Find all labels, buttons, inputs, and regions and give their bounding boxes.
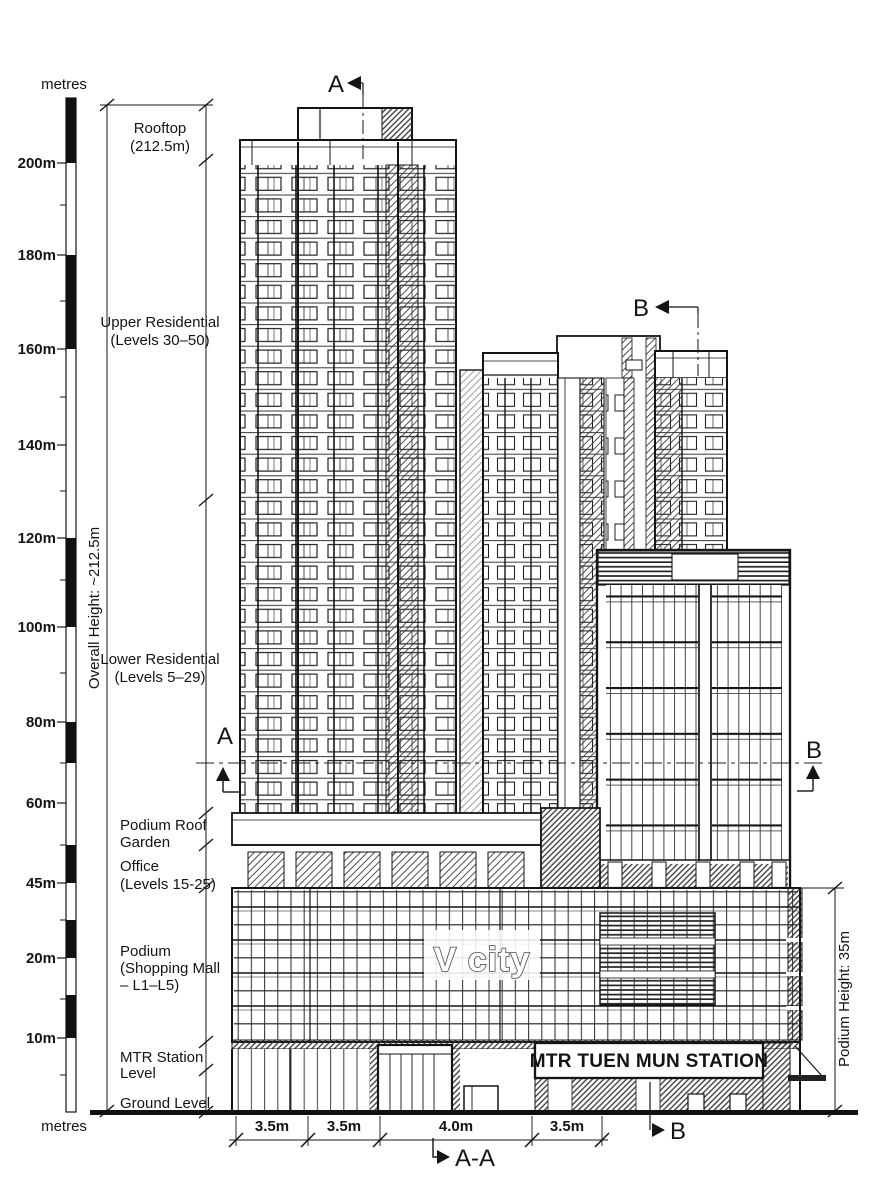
scale-unit-top: metres (41, 76, 87, 93)
svg-text:(Levels 30–50): (Levels 30–50) (110, 332, 210, 349)
svg-text:MTR Station: MTR Station (120, 1049, 204, 1066)
level-label-upper-residential (100, 314, 219, 349)
scale-unit-bottom: metres (41, 1118, 87, 1135)
scale-tick-label: 140m (17, 437, 56, 454)
dimension-label: 3.5m (549, 1118, 585, 1135)
svg-text:Rooftop: Rooftop (133, 120, 187, 137)
podium-core-hatch (541, 808, 600, 888)
office-curtain-left (606, 585, 698, 860)
svg-text:A: A (216, 723, 234, 750)
tower-3 (655, 351, 727, 560)
canopy (788, 1075, 826, 1081)
office-tower (597, 550, 790, 888)
svg-text:(Shopping Mall: (Shopping Mall (120, 960, 221, 977)
svg-text:(Levels 15-25): (Levels 15-25) (120, 876, 216, 893)
dimension-label: 3.5m (254, 1118, 290, 1135)
svg-text:Podium: Podium (120, 943, 171, 960)
tower-2 (460, 353, 604, 815)
station-sign: MTR TUEN MUN STATION (529, 1051, 769, 1072)
scale-tick-label: 120m (17, 530, 56, 547)
dimension-label: 3.5m (326, 1118, 362, 1135)
level-label-lower-residential (100, 651, 219, 686)
scale-tick-label: 60m (25, 795, 56, 812)
podium-roof-slab (232, 813, 541, 845)
svg-text:B: B (805, 737, 823, 764)
overall-height-label: Overall Height: ~212.5m (86, 526, 103, 690)
svg-text:A-A: A-A (455, 1145, 496, 1172)
scale-tick-label: 160m (17, 341, 56, 358)
svg-text:Level: Level (120, 1065, 156, 1082)
office-curtain-right (712, 585, 782, 860)
tower-1-core-hatch (386, 165, 418, 814)
dimension-label: 4.0m (438, 1118, 474, 1135)
svg-text:– L1–L5): – L1–L5) (120, 977, 180, 994)
podium-sign: V city (433, 941, 531, 979)
svg-text:(212.5m): (212.5m) (129, 138, 191, 155)
svg-text:(Levels 5–29): (Levels 5–29) (114, 669, 206, 686)
podium-entrance (378, 1045, 452, 1112)
podium-height-label: Podium Height: 35m (836, 931, 853, 1067)
level-label-ground (120, 1095, 210, 1112)
scale-tick-label: 20m (25, 950, 56, 967)
tower-1 (240, 108, 456, 815)
svg-text:Garden: Garden (120, 834, 171, 851)
svg-text:B: B (670, 1118, 687, 1145)
svg-text:Podium Roof: Podium Roof (120, 817, 207, 834)
scale-tick-label: 180m (17, 247, 56, 264)
scale-tick-label: 80m (25, 714, 56, 731)
scale-tick-label: 100m (17, 619, 56, 636)
svg-text:B: B (632, 295, 649, 322)
side-door (464, 1086, 498, 1112)
svg-text:Upper Residential: Upper Residential (100, 314, 220, 331)
level-label-rooftop (130, 120, 190, 155)
svg-text:Office: Office (120, 858, 159, 875)
svg-text:A: A (327, 71, 344, 98)
scale-tick-label: 45m (25, 875, 56, 892)
scale-tick-label: 10m (25, 1030, 56, 1047)
svg-text:Lower Residential: Lower Residential (100, 651, 220, 668)
scale-tick-label: 200m (17, 155, 56, 172)
svg-text:Ground Level: Ground Level (120, 1095, 211, 1112)
tower-1-windows (241, 165, 455, 814)
